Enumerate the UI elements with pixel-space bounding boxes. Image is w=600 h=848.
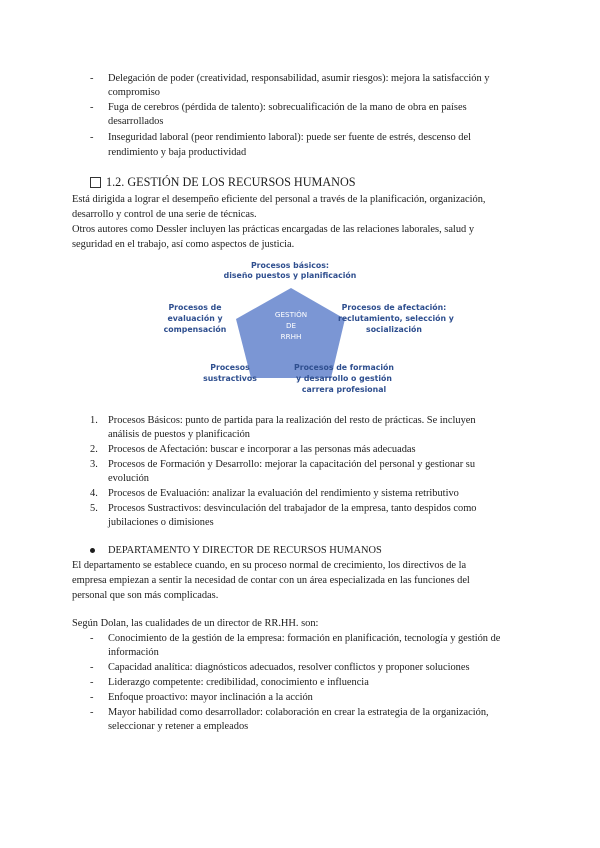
list-item-line: compromiso	[108, 87, 160, 98]
list-dash: -	[90, 102, 94, 113]
paragraph-line: empresa empiezan a sentir la necesidad de contar con un área especializada en las funciones del	[72, 575, 470, 586]
list-dash: -	[90, 692, 94, 703]
diagram-bottom-left-line: sustractivos	[203, 374, 257, 383]
paragraph-line: Está dirigida a lograr el desempeño eficiente del personal a través de la planificación, organización,	[72, 194, 486, 205]
bullet-icon	[90, 548, 95, 553]
diagram-bottom-right-line: Procesos de formación	[294, 363, 394, 372]
diagram-bottom-left-line: Procesos	[210, 363, 250, 372]
list-item-line: seleccionar y retener a empleados	[108, 721, 249, 732]
list-dash: -	[90, 633, 94, 644]
list-item-line: Procesos Básicos: punto de partida para la realización del resto de prácticas. Se incluyen	[108, 415, 476, 426]
list-dash: -	[90, 132, 94, 143]
hr-process-diagram	[150, 255, 454, 405]
list-dash: -	[90, 662, 94, 673]
diagram-center-line: DE	[285, 321, 297, 330]
list-item-line: análisis de puestos y planificación	[108, 429, 250, 440]
list-item-line: Conocimiento de la gestión de la empresa: formación en planificación, tecnología y gestión de	[108, 633, 501, 644]
paragraph-line: Según Dolan, las cualidades de un director de RR.HH. son:	[72, 618, 319, 629]
list-number: 3.	[90, 459, 98, 470]
list-item-line: Enfoque proactivo: mayor inclinación a la acción	[108, 692, 313, 703]
list-item-line: desarrollados	[108, 116, 164, 127]
list-item-line: rendimiento y baja productividad	[108, 147, 247, 158]
list-item-line: evolución	[108, 473, 149, 484]
diagram-center-line: GESTIÓN	[274, 310, 308, 319]
checkbox-icon	[90, 177, 101, 188]
list-item-line: información	[108, 647, 159, 658]
list-item-line: Procesos de Evaluación: analizar la evaluación del rendimiento y sistema retributivo	[108, 488, 459, 499]
list-item-line: Inseguridad laboral (peor rendimiento laboral): puede ser fuente de estrés, descenso del	[108, 132, 471, 143]
diagram-left-line: evaluación y	[167, 314, 223, 323]
diagram-bottom-right-line: y desarrollo o gestión	[296, 374, 392, 383]
diagram-bottom-right-line: carrera profesional	[301, 385, 387, 394]
list-item-line: Fuga de cerebros (pérdida de talento): sobrecualificación de la mano de obra en países	[108, 102, 467, 113]
diagram-right-line: Procesos de afectación:	[341, 303, 447, 312]
list-item-line: Mayor habilidad como desarrollador: colaboración en crear la estrategia de la organización,	[108, 707, 489, 718]
list-item-line: Capacidad analítica: diagnósticos adecuados, resolver conflictos y proponer soluciones	[108, 662, 470, 673]
diagram-left-line: Procesos de	[168, 303, 222, 312]
list-number: 4.	[90, 488, 98, 499]
list-item-line: Procesos de Afectación: buscar e incorporar a las personas más adecuadas	[108, 444, 416, 455]
list-dash: -	[90, 677, 94, 688]
list-dash: -	[90, 707, 94, 718]
diagram-center-line: RRHH	[280, 332, 302, 341]
list-item-line: Procesos de Formación y Desarrollo: mejorar la capacitación del personal y gestionar su	[108, 459, 476, 470]
paragraph-line: personal que son más complicadas.	[72, 590, 219, 601]
diagram-left-line: compensación	[163, 325, 227, 334]
paragraph-line: El departamento se establece cuando, en su proceso normal de crecimiento, los directivos de la	[72, 560, 467, 571]
paragraph-line: seguridad en el trabajo, así como aspectos de justicia.	[72, 239, 295, 250]
section-heading: 1.2. GESTIÓN DE LOS RECURSOS HUMANOS	[106, 175, 356, 189]
diagram-right-line: socialización	[366, 325, 422, 334]
subsection-heading: DEPARTAMENTO Y DIRECTOR DE RECURSOS HUMANOS	[108, 545, 382, 556]
list-number: 2.	[90, 444, 98, 455]
list-item-line: Delegación de poder (creatividad, responsabilidad, asumir riesgos): mejora la satisfacción y	[108, 73, 490, 84]
diagram-top-line: Procesos básicos:	[250, 261, 330, 270]
list-number: 1.	[90, 415, 98, 426]
list-number: 5.	[90, 503, 98, 514]
diagram-top-line: diseño puestos y planificación	[223, 271, 357, 280]
list-item-line: Procesos Sustractivos: desvinculación del trabajador de la empresa, tanto despidos como	[108, 503, 477, 514]
list-dash: -	[90, 73, 94, 84]
list-item-line: jubilaciones o dimisiones	[108, 517, 214, 528]
paragraph-line: desarrollo y control de una serie de técnicas.	[72, 209, 257, 220]
list-item-line: Liderazgo competente: credibilidad, conocimiento e influencia	[108, 677, 369, 688]
paragraph-line: Otros autores como Dessler incluyen las prácticas encargadas de las relaciones laborales, salud y	[72, 224, 475, 235]
diagram-right-line: reclutamiento, selección y	[338, 314, 454, 323]
